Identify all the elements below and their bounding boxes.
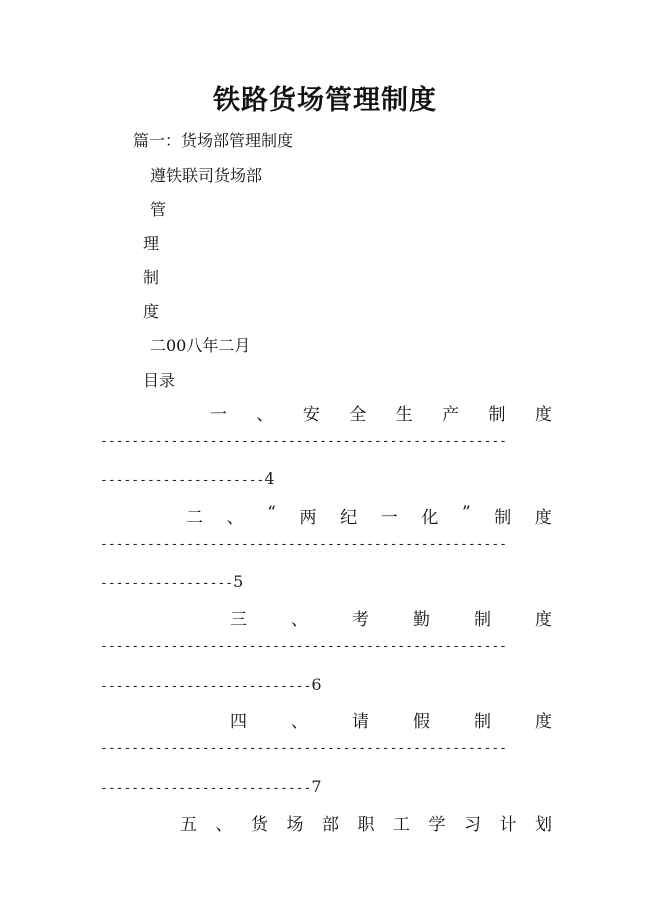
vertical-char: 制 — [143, 268, 160, 287]
toc-leader: ---------------------------------------------------- — [100, 434, 507, 449]
document-date: 二00八年二月 — [150, 336, 251, 355]
vertical-char: 度 — [143, 302, 160, 321]
toc-entry-title: 五 、 货 场 部 职 工 学 习 计 划 — [180, 815, 552, 835]
toc-leader: ---------------------------------------------------- — [100, 639, 507, 654]
toc-page-number: 6 — [311, 675, 322, 694]
toc-entry-title: 二 、 “ 两 纪 一 化 ” 制 度 — [186, 503, 552, 528]
toc-leader: ---------------------------------------------------- — [100, 741, 507, 756]
toc-leader-line: ---------------------------7 — [100, 777, 322, 796]
toc-page-number: 7 — [311, 777, 322, 796]
toc-entry-title: 三 、 考 勤 制 度 — [230, 610, 552, 630]
toc-leader-line: ---------------------------6 — [100, 675, 322, 694]
toc-leader-line: ---------------------4 — [100, 469, 275, 488]
toc-page-number: 4 — [264, 469, 275, 488]
toc-leader: ---------------------------------------------------- — [100, 537, 507, 552]
vertical-char: 理 — [143, 234, 160, 253]
document-title: 铁路货场管理制度 — [213, 85, 437, 116]
toc-entry-title: 四 、 请 假 制 度 — [230, 712, 552, 732]
section-heading: 篇一：货场部管理制度 — [133, 131, 294, 150]
organization-name: 遵铁联司货场部 — [150, 166, 263, 185]
toc-page-number: 5 — [233, 572, 244, 591]
vertical-char: 管 — [150, 200, 167, 219]
toc-heading: 目录 — [143, 371, 176, 390]
toc-entry-title: 一 、 安 全 生 产 制 度 — [210, 405, 552, 425]
toc-leader-line: -----------------5 — [100, 572, 244, 591]
